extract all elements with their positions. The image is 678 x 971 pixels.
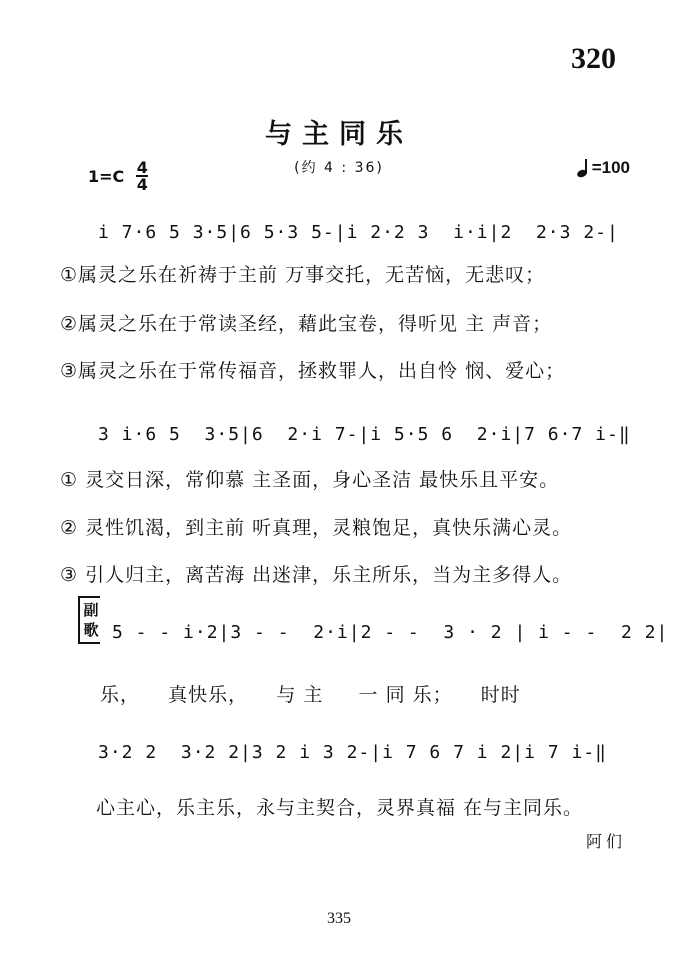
time-signature	[136, 160, 148, 192]
chorus-notation-2: 3·2 2 3·2 2|3 2 i 3 2-|i 7 6 7 i 2|i 7 i-‖	[98, 742, 607, 763]
verse-2-line-2: ② 灵性饥渴，到主前 听真理，灵粮饱足，真快乐满心灵。	[60, 517, 573, 539]
verse-1-line-1: ①属灵之乐在祈祷于主前 万事交托，无苦恼，无悲叹；	[60, 264, 546, 286]
hymn-title: 与主同乐	[265, 119, 413, 150]
hymn-number: 320	[571, 42, 616, 75]
verse-3-line-2: ③ 引人归主，离苦海 出迷津，乐主所乐，当为主多得人。	[60, 564, 573, 586]
notation-line-1: i 7·6 5 3·5|6 5·3 5-|i 2·2 3 i·i|2 2·3 2-|	[98, 222, 619, 243]
scripture-reference: (约 4 : 36)	[294, 160, 384, 176]
verse-2-line-1: ②属灵之乐在于常读圣经，藉此宝卷，得听见 主 声音；	[60, 313, 553, 335]
notation-line-2: 3 i·6 5 3·5|6 2·i 7-|i 5·5 6 2·i|7 6·7 i-‖	[98, 424, 631, 445]
time-signature-bottom: 4	[136, 175, 148, 194]
tempo-marking	[576, 158, 630, 178]
page-number: 335	[327, 910, 351, 927]
amen-text: 阿们	[585, 832, 626, 851]
key-signature	[88, 160, 148, 192]
key-label: 1=C	[88, 166, 125, 186]
chorus-lyric-1: 乐， 真快乐， 与 主 一 同 乐； 时时	[100, 684, 521, 706]
time-signature-top: 4	[136, 158, 148, 177]
chorus-notation-1: 5 - - i·2|3 - - 2·i|2 - - 3 · 2 | i - - 2 2|	[112, 622, 669, 643]
verse-1-line-2: ① 灵交日深，常仰慕 主圣面，身心圣洁 最快乐且平安。	[60, 469, 560, 491]
verse-3-line-1: ③属灵之乐在于常传福音，拯救罪人，出自怜 悯、爱心；	[60, 360, 566, 382]
tempo-value: =100	[591, 158, 630, 177]
chorus-label: 副歌	[78, 596, 100, 644]
chorus-lyric-2: 心主心，乐主乐，永与主契合，灵界真福 在与主同乐。	[96, 797, 584, 819]
quarter-note-icon	[576, 159, 590, 177]
